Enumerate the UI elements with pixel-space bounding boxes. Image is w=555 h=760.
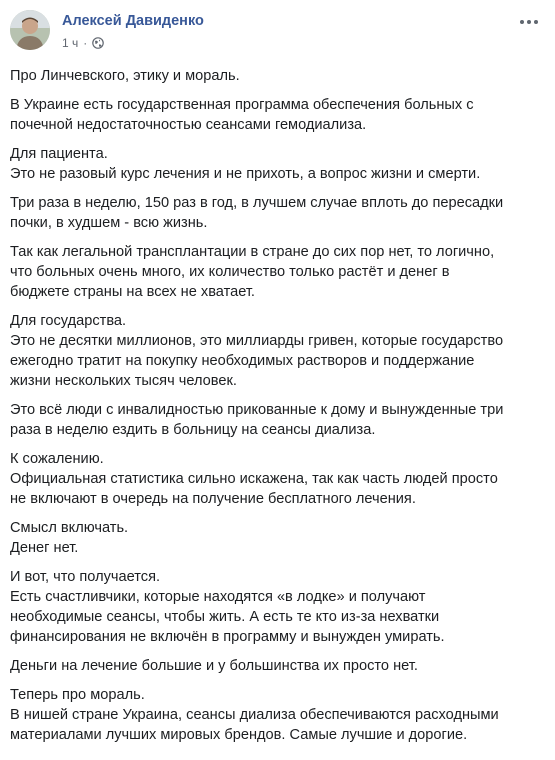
post-paragraph — [10, 518, 545, 558]
post-text — [10, 66, 545, 754]
text-line: необходимые сеансы, чтобы жить. А есть те кто из-за нехватки — [10, 609, 440, 625]
post-paragraph — [10, 449, 545, 509]
post-paragraph — [10, 685, 545, 745]
text-line: ежегодно тратит на покупку необходимых растворов и поддержание — [10, 353, 475, 369]
globe-icon[interactable] — [92, 37, 104, 49]
post-paragraph — [10, 567, 545, 647]
meta-separator: · — [83, 36, 88, 50]
text-line: И вот, что получается. — [10, 569, 161, 585]
text-line: почки, в худшем - всю жизнь. — [10, 215, 208, 231]
more-options-icon[interactable] — [517, 12, 541, 32]
post-paragraph — [10, 144, 545, 184]
text-line: К сожалению. — [10, 451, 104, 467]
text-line: Теперь про мораль. — [10, 687, 145, 703]
text-line: что больных очень много, их количество только растёт и денег в — [10, 264, 450, 280]
post-paragraph — [10, 193, 545, 233]
text-line: Так как легальной трансплантации в стране до сих пор нет, то логично, — [10, 244, 495, 260]
author-name[interactable]: Алексей Давиденко — [62, 13, 204, 29]
post-paragraph — [10, 95, 545, 135]
text-line: Для государства. — [10, 313, 127, 329]
post-time[interactable]: 1 ч — [62, 36, 79, 50]
post-paragraph — [10, 66, 545, 86]
text-line: Это не десятки миллионов, это миллиарды гривен, которые государство — [10, 333, 504, 349]
text-line: бюджете страны на всех не хватает. — [10, 284, 255, 300]
text-line: Про Линчевского, этику и мораль. — [10, 68, 240, 84]
post-paragraph — [10, 311, 545, 391]
text-line: не включают в очередь на получение бесплатного лечения. — [10, 491, 416, 507]
text-line: Это не разовый курс лечения и не прихоть, а вопрос жизни и смерти. — [10, 166, 481, 182]
post-paragraph — [10, 656, 545, 676]
text-line: жизни нескольких тысяч человек. — [10, 373, 237, 389]
text-line: материалами лучших мировых брендов. Самые лучшие и дорогие. — [10, 727, 468, 743]
text-line: Деньги на лечение большие и у большинства их просто нет. — [10, 658, 418, 674]
text-line: В нишей стране Украина, сеансы диализа обеспечиваются расходными — [10, 707, 499, 723]
text-line: В Украине есть государственная программа обеспечения больных с — [10, 97, 474, 113]
avatar[interactable] — [10, 10, 50, 50]
text-line: Официальная статистика сильно искажена, так как часть людей просто — [10, 471, 498, 487]
text-line: Денег нет. — [10, 540, 79, 556]
text-line: Три раза в неделю, 150 раз в год, в лучшем случае вплоть до пересадки — [10, 195, 504, 211]
avatar-image — [10, 10, 50, 50]
text-line: Есть счастливчики, которые находятся «в лодке» и получают — [10, 589, 426, 605]
text-line: раза в неделю ездить в больницу на сеансы диализа. — [10, 422, 376, 438]
post-paragraph — [10, 242, 545, 302]
text-line: финансирования не включён в программу и вынужден умирать. — [10, 629, 445, 645]
text-line: Это всё люди с инвалидностью прикованные к дому и вынужденные три — [10, 402, 504, 418]
post-meta — [62, 36, 104, 50]
text-line: Смысл включать. — [10, 520, 129, 536]
post-header — [10, 10, 545, 58]
text-line: Для пациента. — [10, 146, 108, 162]
text-line: почечной недостаточностью сеансами гемодиализа. — [10, 117, 367, 133]
post-paragraph — [10, 400, 545, 440]
